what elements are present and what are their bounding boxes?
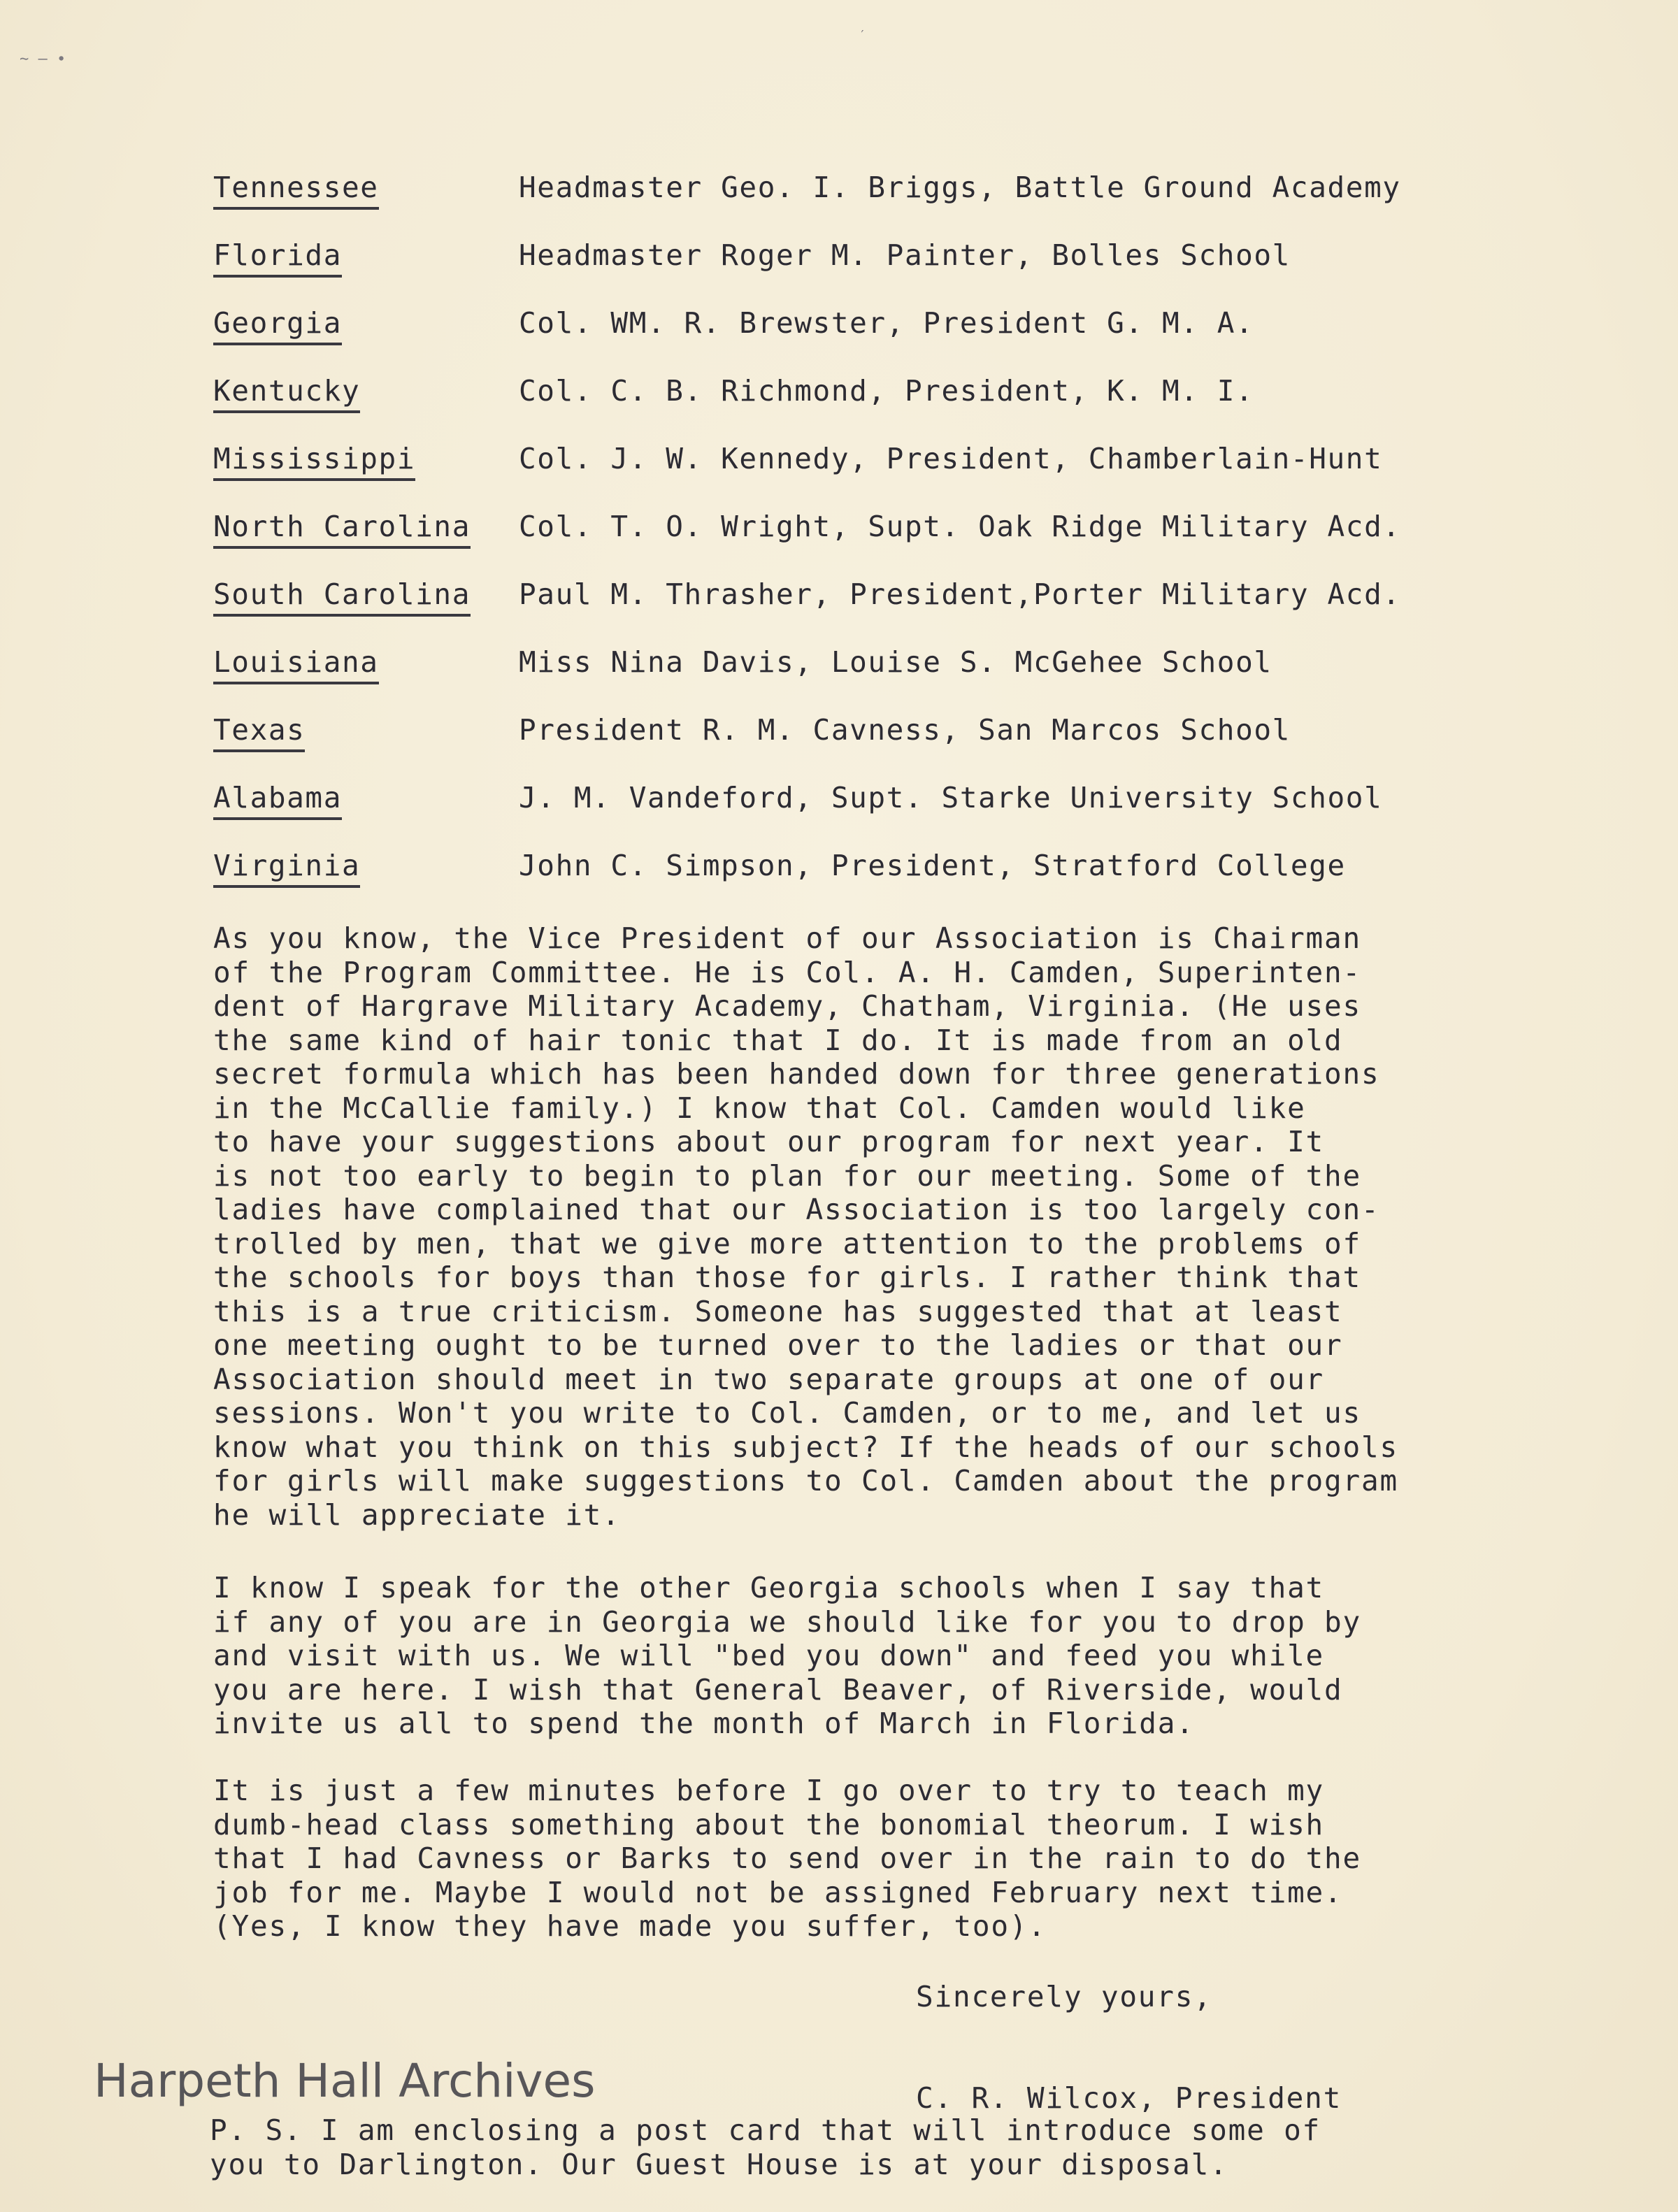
roster-row [0,442,1608,484]
state-name: Alabama [213,781,342,820]
roster-row [0,781,1608,823]
archive-watermark: Harpeth Hall Archives [94,2054,596,2108]
state-representative: John C. Simpson, President, Stratford College [519,849,1346,882]
signature-line: C. R. Wilcox, President [916,2081,1342,2115]
roster-row [0,577,1608,619]
state-name: Tennessee [213,171,379,210]
state-representative: J. M. Vandeford, Supt. Starke University School [519,781,1383,814]
roster-row [0,171,1608,213]
state-name: Kentucky [213,374,360,413]
state-name: Mississippi [213,442,415,481]
state-representative: Headmaster Roger M. Painter, Bolles School [519,238,1291,272]
state-name: Louisiana [213,645,379,684]
paragraph-program-committee: As you know, the Vice President of our Association is Chairman of the Program Committee. He is Col. A. H. Camden, Superinten- dent of Hargrave Military Academy, Chatham, Virginia. (He uses the same kind of hair tonic that I do. It is made from an old secret formula which has been handed down for three generations in the McCallie family.) I know that Col. Camden would like to have your suggestions about our program for next year. It is not too early to begin to plan for our meeting. Some of the ladies have complained that our Association is too largely con- trolled by men, that we give more attention to the problems of the schools for boys than those for girls. I rather think that this is a true criticism. Someone has suggested that at least one meeting ought to be turned over to the ladies or that our Association should meet in two separate groups at one of our sessions. Won't you write to Col. Camden, or to me, and let us know what you think on this subject? If the heads of our schools for girls will make suggestions to Col. Camden about the program he will appreciate it. [213,921,1398,1532]
roster-row [0,238,1608,280]
state-representative: President R. M. Cavness, San Marcos School [519,713,1291,747]
state-name: Virginia [213,849,360,888]
state-name: North Carolina [213,510,471,549]
state-representative: Miss Nina Davis, Louise S. McGehee School [519,645,1272,679]
roster-row [0,510,1608,552]
state-name: Texas [213,713,305,752]
state-representative: Col. C. B. Richmond, President, K. M. I. [519,374,1254,408]
state-name: Georgia [213,306,342,345]
roster-row [0,306,1608,348]
closing-salutation: Sincerely yours, [916,1980,1212,2013]
state-representative: Col. J. W. Kennedy, President, Chamberlain-Hunt [519,442,1383,475]
state-representative: Col. WM. R. Brewster, President G. M. A. [519,306,1254,340]
state-name: Florida [213,238,342,278]
state-name: South Carolina [213,577,471,617]
roster-row [0,645,1608,687]
postscript: P. S. I am enclosing a post card that will introduce some of you to Darlington. Our Guest House is at your disposal. [210,2113,1321,2181]
paragraph-georgia-invitation: I know I speak for the other Georgia schools when I say that if any of you are in Georgia we should like for you to drop by and visit with us. We will "bed you down" and feed you while you are here. I wish that General Beaver, of Riverside, would invite us all to spend the month of March in Florida. [213,1571,1362,1740]
roster-row [0,849,1608,891]
state-representative: Col. T. O. Wright, Supt. Oak Ridge Military Acd. [519,510,1401,543]
roster-row [0,713,1608,755]
state-representative: Headmaster Geo. I. Briggs, Battle Ground Academy [519,171,1401,204]
top-speck: ′ [859,28,866,43]
corner-pencil-mark: ∼ – ∙ [20,50,66,68]
roster-row [0,374,1608,416]
state-representative: Paul M. Thrasher, President,Porter Military Acd. [519,577,1401,611]
paragraph-class-note: It is just a few minutes before I go over to try to teach my dumb-head class something about the bonomial theorum. I wish that I had Cavness or Barks to send over in the rain to do the job for me. Maybe I would not be assigned February next time. (Yes, I know they have made you suffer, too). [213,1774,1362,1943]
